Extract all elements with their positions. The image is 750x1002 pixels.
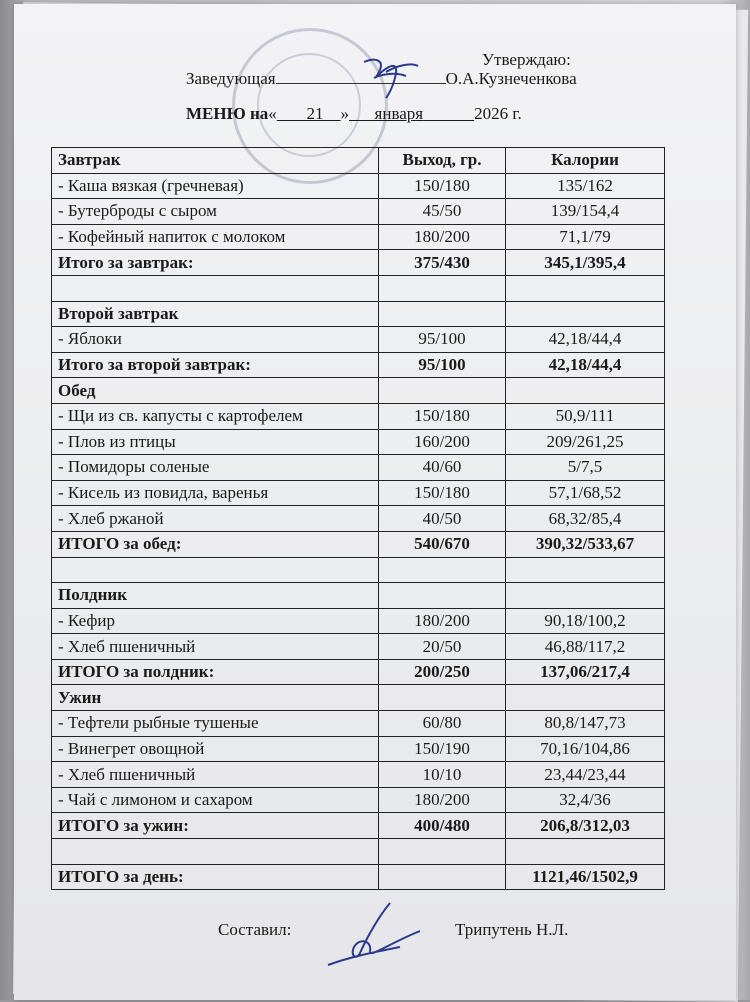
total-row — [52, 352, 665, 378]
cell-calories: 90,18/100,2 — [506, 608, 665, 634]
cell-calories: 32,4/36 — [506, 787, 665, 813]
cell-dish: - Яблоки — [52, 327, 379, 353]
cell-yield: 20/50 — [379, 634, 506, 660]
cell-yield — [379, 557, 506, 583]
cell-dish: Итого за завтрак: — [52, 250, 379, 276]
cell-yield: 150/180 — [379, 403, 506, 429]
cell-yield — [379, 378, 506, 404]
total-row — [52, 813, 665, 839]
date-day — [277, 104, 341, 123]
table-row — [52, 736, 665, 762]
section-row — [52, 378, 665, 404]
cell-calories — [506, 557, 665, 583]
total-row — [52, 531, 665, 557]
cell-dish: - Каша вязкая (гречневая) — [52, 173, 379, 199]
cell-calories — [506, 685, 665, 711]
empty-row — [52, 275, 665, 301]
table-row — [52, 429, 665, 455]
cell-dish: ИТОГО за обед: — [52, 531, 379, 557]
cell-dish: - Хлеб пшеничный — [52, 762, 379, 788]
table-row — [52, 480, 665, 506]
cell-yield: 150/180 — [379, 173, 506, 199]
cell-dish: - Тефтели рыбные тушеные — [52, 711, 379, 737]
cell-yield: 45/50 — [379, 199, 506, 225]
date-day-value: 21 — [306, 104, 324, 123]
table-row — [52, 403, 665, 429]
table-row — [52, 327, 665, 353]
col-header-yield: Выход, гр. — [379, 148, 506, 174]
compiler-signature — [320, 895, 430, 970]
date-year: 2026 г. — [474, 104, 522, 123]
cell-dish: Ужин — [52, 685, 379, 711]
cell-yield: 95/100 — [379, 327, 506, 353]
cell-yield: 10/10 — [379, 762, 506, 788]
table-row — [52, 455, 665, 481]
table-row — [52, 711, 665, 737]
approve-label: Утверждаю: — [482, 50, 571, 69]
cell-dish: Второй завтрак — [52, 301, 379, 327]
cell-dish: ИТОГО за полдник: — [52, 659, 379, 685]
table-row — [52, 173, 665, 199]
cell-calories: 57,1/68,52 — [506, 480, 665, 506]
compiler-name: Трипутень Н.Л. — [455, 920, 569, 939]
cell-calories: 345,1/395,4 — [506, 250, 665, 276]
table-row — [52, 634, 665, 660]
cell-calories: 23,44/23,44 — [506, 762, 665, 788]
cell-calories: 1121,46/1502,9 — [506, 864, 665, 890]
cell-yield: 180/200 — [379, 224, 506, 250]
cell-yield — [379, 685, 506, 711]
cell-yield: 200/250 — [379, 659, 506, 685]
cell-calories: 80,8/147,73 — [506, 711, 665, 737]
cell-calories: 139/154,4 — [506, 199, 665, 225]
cell-calories — [506, 301, 665, 327]
cell-calories: 206,8/312,03 — [506, 813, 665, 839]
table-row — [52, 199, 665, 225]
compiled-by-label: Составил: — [218, 920, 292, 939]
cell-dish: - Кисель из повидла, варенья — [52, 480, 379, 506]
cell-dish: - Кефир — [52, 608, 379, 634]
cell-calories — [506, 583, 665, 609]
date-month-value: января — [374, 104, 424, 123]
cell-dish: - Чай с лимоном и сахаром — [52, 787, 379, 813]
cell-calories — [506, 378, 665, 404]
cell-dish: - Хлеб ржаной — [52, 506, 379, 532]
cell-yield: 180/200 — [379, 608, 506, 634]
cell-yield — [379, 839, 506, 865]
cell-calories: 50,9/111 — [506, 403, 665, 429]
cell-dish: ИТОГО за день: — [52, 864, 379, 890]
cell-calories: 42,18/44,4 — [506, 352, 665, 378]
empty-row — [52, 839, 665, 865]
cell-calories: 71,1/79 — [506, 224, 665, 250]
section-row — [52, 685, 665, 711]
cell-yield: 375/430 — [379, 250, 506, 276]
cell-calories: 390,32/533,67 — [506, 531, 665, 557]
table-row — [52, 787, 665, 813]
cell-yield: 40/60 — [379, 455, 506, 481]
cell-dish: ИТОГО за ужин: — [52, 813, 379, 839]
col-header-calories: Калории — [506, 148, 665, 174]
cell-yield: 60/80 — [379, 711, 506, 737]
cell-dish: - Щи из св. капусты с картофелем — [52, 403, 379, 429]
cell-calories: 137,06/217,4 — [506, 659, 665, 685]
cell-calories — [506, 839, 665, 865]
table-header-row — [52, 148, 665, 174]
section-row — [52, 583, 665, 609]
cell-yield — [379, 301, 506, 327]
date-close-quote: » — [340, 104, 350, 123]
cell-calories: 46,88/117,2 — [506, 634, 665, 660]
cell-dish — [52, 557, 379, 583]
cell-yield — [379, 275, 506, 301]
table-row — [52, 224, 665, 250]
cell-yield: 40/50 — [379, 506, 506, 532]
cell-dish: - Бутерброды с сыром — [52, 199, 379, 225]
cell-yield: 180/200 — [379, 787, 506, 813]
menu-table — [51, 147, 665, 890]
cell-dish: Итого за второй завтрак: — [52, 352, 379, 378]
cell-dish: - Плов из птицы — [52, 429, 379, 455]
cell-calories: 135/162 — [506, 173, 665, 199]
cell-dish: Обед — [52, 378, 379, 404]
total-row — [52, 659, 665, 685]
signature-blank — [276, 69, 446, 84]
cell-dish: Полдник — [52, 583, 379, 609]
total-row — [52, 250, 665, 276]
cell-calories: 5/7,5 — [506, 455, 665, 481]
approver-line — [186, 69, 577, 89]
cell-yield: 400/480 — [379, 813, 506, 839]
cell-dish: - Помидоры соленые — [52, 455, 379, 481]
cell-calories: 209/261,25 — [506, 429, 665, 455]
table-row — [52, 608, 665, 634]
date-open-quote: « — [268, 104, 277, 123]
cell-calories — [506, 275, 665, 301]
cell-calories: 70,16/104,86 — [506, 736, 665, 762]
cell-yield — [379, 864, 506, 890]
cell-calories: 68,32/85,4 — [506, 506, 665, 532]
cell-calories: 42,18/44,4 — [506, 327, 665, 353]
cell-yield: 150/190 — [379, 736, 506, 762]
menu-title-line — [186, 104, 522, 124]
menu-title: МЕНЮ на — [186, 104, 269, 123]
cell-dish: - Винегрет овощной — [52, 736, 379, 762]
table-row — [52, 762, 665, 788]
cell-yield: 160/200 — [379, 429, 506, 455]
cell-dish — [52, 839, 379, 865]
position-label: Заведующая — [186, 69, 276, 88]
cell-yield: 150/180 — [379, 480, 506, 506]
total-row — [52, 864, 665, 890]
director-name: О.А.Кузнеченкова — [445, 69, 577, 88]
cell-dish — [52, 275, 379, 301]
cell-dish: - Хлеб пшеничный — [52, 634, 379, 660]
section-row — [52, 301, 665, 327]
date-month — [349, 104, 474, 123]
cell-yield — [379, 583, 506, 609]
col-header-meal: Завтрак — [52, 148, 379, 174]
cell-yield: 540/670 — [379, 531, 506, 557]
cell-yield: 95/100 — [379, 352, 506, 378]
empty-row — [52, 557, 665, 583]
cell-dish: - Кофейный напиток с молоком — [52, 224, 379, 250]
table-row — [52, 506, 665, 532]
